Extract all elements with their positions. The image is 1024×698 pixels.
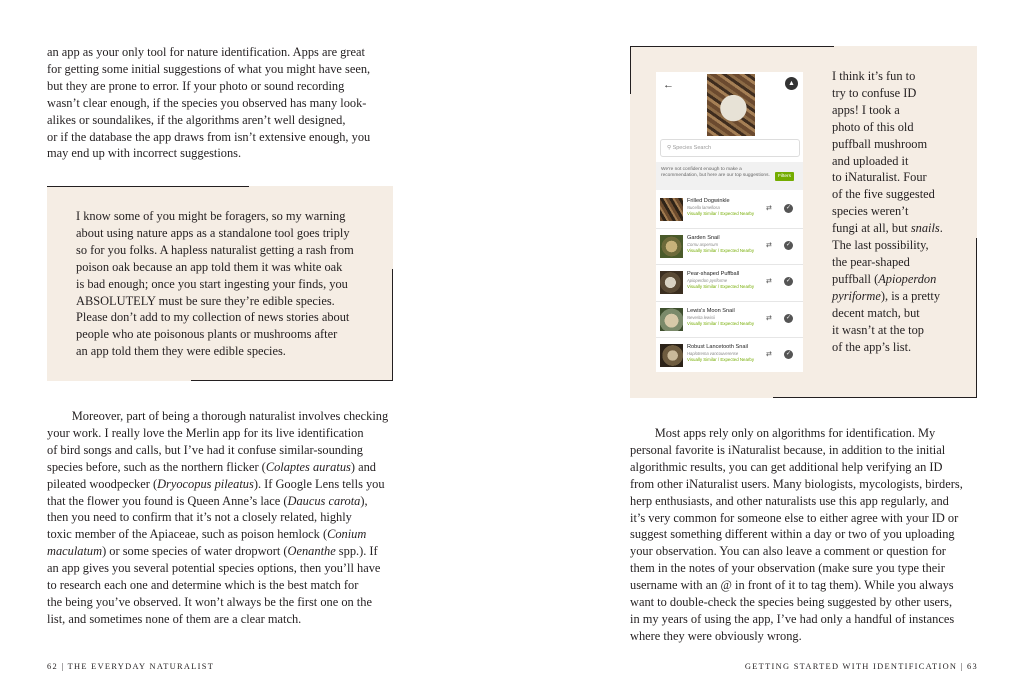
select-check-icon[interactable]: ✓ [785, 351, 792, 357]
suggestion-list [656, 192, 803, 372]
select-check-icon[interactable]: ✓ [785, 205, 792, 211]
scientific-name: Cornu aspersum [687, 241, 718, 247]
select-check-icon[interactable]: ✓ [785, 314, 792, 321]
text-line: it’s very common for someone else to either agree with your ID or [630, 510, 959, 525]
text-line: your observation. You can also leave a comment or question for [630, 544, 946, 559]
text-line: fungi at all, but snails. [832, 221, 943, 236]
suggestion-row[interactable] [656, 192, 803, 229]
search-icon: ⚲ [667, 145, 672, 151]
text-line: the pear-shaped [832, 254, 910, 269]
text-line: to iNaturalist. Four [832, 170, 927, 185]
text-line: them in the notes of your observation (make sure you type their [630, 561, 945, 576]
notice-text: We're not confident enough to make a recommendation, but here are our top suggestions. [661, 167, 770, 178]
similarity-tag: Visually Similar / Expected Nearby [687, 357, 755, 362]
text-line: username with an @ in front of it to tag them). While you always [630, 578, 954, 593]
suggestion-row[interactable] [656, 265, 803, 302]
species-thumbnail [660, 198, 683, 221]
text-line: list, and sometimes none of them are a clear match. [47, 611, 302, 626]
text-line: pileated woodpecker (Dryocopus pileatus). If Google Lens tells you [47, 476, 385, 491]
text-line: it wasn’t at the top [832, 322, 924, 337]
select-check-icon[interactable]: ✓ [785, 241, 792, 248]
text-line: photo of this old [832, 119, 914, 134]
text-line: an app told them they were edible species. [76, 344, 286, 359]
text-line: decent match, but [832, 305, 920, 320]
text-line: ABSOLUTELY must be sure they’re edible species. [76, 293, 335, 308]
text-line: Most apps rely only on algorithms for identification. My [630, 426, 936, 440]
callout-text [76, 208, 376, 360]
text-line: algorithmic results, you can get additional help verifying an ID [630, 459, 943, 474]
text-line: Moreover, part of being a thorough naturalist involves checking [47, 409, 389, 423]
text-line: is bad enough; once you start ingesting your finds, you [76, 276, 348, 291]
callout-caption [832, 68, 970, 355]
text-line: herp enthusiasts, and other naturalists use this app regularly, and [630, 493, 949, 508]
filters-button[interactable]: Filters [775, 172, 794, 181]
compare-icon[interactable]: ⇄ [766, 241, 772, 249]
text-line: where they were obviously wrong. [630, 628, 802, 643]
species-name: Pear-shaped Puffball [687, 271, 740, 277]
select-check-icon[interactable]: ✓ [785, 278, 792, 284]
species-name: Robust Lancetooth Snail [687, 344, 748, 350]
text-line: apps! I took a [832, 102, 900, 117]
callout-rule [773, 397, 977, 398]
callout-rule [191, 380, 393, 381]
text-line: then you need to confirm that it’s not a closely related, highly [47, 510, 352, 525]
text-line: from other iNaturalist users. Many biologists, mycologists, birders, [630, 476, 963, 491]
text-line: for getting some initial suggestions of what you might have seen, [47, 61, 371, 76]
suggestion-row[interactable] [656, 302, 803, 339]
species-thumbnail [660, 308, 683, 331]
text-line: that the flower you found is Queen Anne’s lace (Daucus carota), [47, 493, 368, 508]
text-line: alikes or soundalikes, if the algorithms aren’t well designed, [47, 112, 346, 127]
text-line: wasn’t clear enough, if the species you observed has many look- [47, 95, 367, 110]
similarity-tag: Visually Similar / Expected Nearby [687, 320, 755, 326]
species-thumbnail [660, 344, 683, 367]
compare-icon[interactable]: ⇄ [766, 351, 772, 358]
text-line: The last possibility, [832, 238, 929, 253]
text-line: the being you’ve observed. It won’t always be the first one on the [47, 594, 372, 609]
similarity-tag: Visually Similar / Expected Nearby [687, 284, 755, 289]
text-line: suggest something different within a day or two of you uploading [630, 527, 955, 542]
text-line: may end up with incorrect suggestions. [47, 146, 242, 161]
text-line: so for you folks. A hapless naturalist getting a rash from [76, 242, 354, 257]
text-line: your work. I really love the Merlin app for its live identification [47, 425, 364, 440]
species-name: Lewis's Moon Snail [687, 307, 735, 314]
text-line: personal favorite is iNaturalist because, in addition to the initial [630, 442, 946, 457]
callout-rule [630, 46, 834, 47]
text-line: puffball mushroom [832, 136, 928, 151]
text-line: poison oak because an app told them it was white oak [76, 259, 343, 274]
inaturalist-app-screenshot [656, 72, 803, 372]
left-intro-paragraph [47, 44, 392, 162]
text-line: of the app’s list. [832, 339, 912, 354]
compare-icon[interactable]: ⇄ [766, 278, 772, 285]
text-line: try to confuse ID [832, 85, 917, 100]
right-page-footer: GETTING STARTED WITH IDENTIFICATION | 63 [744, 662, 978, 671]
text-line: species before, such as the northern flicker (Colaptes auratus) and [47, 459, 376, 474]
search-placeholder: Species Search [672, 145, 712, 151]
scientific-name: Neverita lewisii [687, 314, 715, 320]
callout-rule [976, 238, 977, 398]
text-line: or if the database the app draws from isn’t extensive enough, you [47, 129, 371, 144]
text-line: I know some of you might be foragers, so my warning [76, 209, 346, 223]
compare-icon[interactable]: ⇄ [766, 314, 772, 322]
puffball-photo [707, 74, 755, 136]
species-name: Garden Snail [687, 234, 720, 241]
callout-rule [392, 269, 393, 381]
bag-icon[interactable]: ▲ [785, 77, 798, 90]
text-line: an app as your only tool for nature identification. Apps are great [47, 45, 365, 59]
text-line: puffball (Apioperdon [832, 271, 937, 286]
left-page-footer: 62 | THE EVERYDAY NATURALIST [47, 662, 215, 671]
right-body-paragraph [630, 425, 980, 645]
species-thumbnail [660, 271, 683, 294]
text-line: but they are prone to error. If your photo or sound recording [47, 78, 345, 93]
text-line: want to double-check the species being suggested by other users, [630, 595, 953, 610]
suggestion-row[interactable] [656, 229, 803, 266]
text-line: of the five suggested [832, 187, 935, 202]
similarity-tag: Visually Similar / Expected Nearby [687, 211, 755, 216]
species-thumbnail [660, 235, 683, 258]
species-search-input[interactable] [660, 139, 800, 157]
callout-rule [630, 46, 631, 94]
suggestion-notice [656, 162, 803, 190]
forager-warning-callout [47, 186, 393, 381]
text-line: in my years of using the app, I’ve had only a handful of instances [630, 611, 955, 626]
text-line: to research each one and determine which is the best match for [47, 578, 359, 593]
suggestion-row[interactable] [656, 338, 803, 372]
left-body-paragraph [47, 408, 397, 628]
text-line: about using nature apps as a standalone tool goes triply [76, 225, 350, 240]
text-line: maculatum) or some species of water dropwort (Oenanthe spp.). If [47, 544, 378, 559]
scientific-name: Nucella lamellosa [687, 205, 720, 210]
species-name: Frilled Dogwinkle [687, 198, 730, 204]
text-line: pyriforme), is a pretty [832, 288, 941, 303]
similarity-tag: Visually Similar / Expected Nearby [687, 247, 755, 253]
callout-rule [47, 186, 249, 187]
text-line: Please don’t add to my collection of news stories about [76, 310, 350, 325]
text-line: of bird songs and calls, but I’ve had it confuse similar-sounding [47, 442, 363, 457]
text-line: toxic member of the Apiaceae, such as poison hemlock (Conium [47, 527, 367, 542]
back-arrow-icon[interactable]: ← [663, 79, 674, 91]
scientific-name: Apioperdon pyriforme [687, 278, 728, 283]
text-line: I think it’s fun to [832, 69, 916, 83]
text-line: an app gives you several potential species options, then you’ll have [47, 561, 381, 576]
scientific-name: Haplotrema vancouverense [687, 351, 739, 356]
text-line: people who ate poisonous plants or mushrooms after [76, 327, 338, 342]
text-line: and uploaded it [832, 153, 909, 168]
text-line: species weren’t [832, 204, 909, 219]
compare-icon[interactable]: ⇄ [766, 205, 772, 212]
